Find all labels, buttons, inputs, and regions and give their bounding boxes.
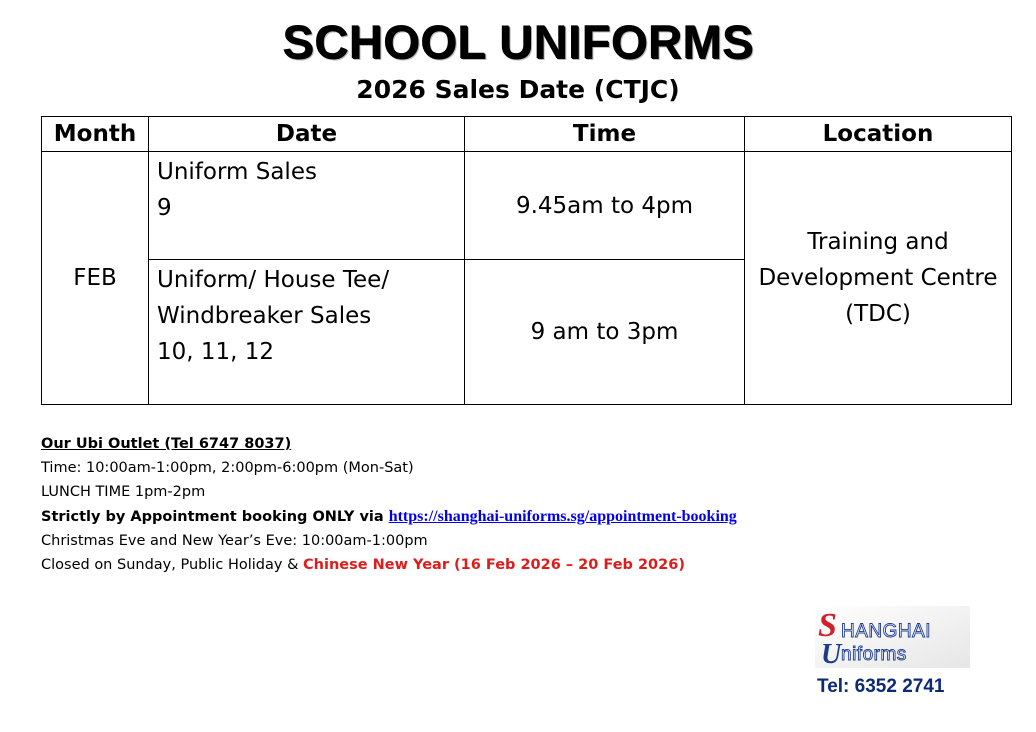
closed-text: Closed on Sunday, Public Holiday & <box>41 557 304 574</box>
page-title: SCHOOL UNIFORMS <box>282 15 754 68</box>
date-line: Windbreaker Sales <box>157 303 372 329</box>
location-line: (TDC) <box>845 301 911 327</box>
column-header-month: Month <box>42 117 149 152</box>
time-cell: 9.45am to 4pm <box>465 152 745 260</box>
shanghai-uniforms-logo <box>815 606 970 668</box>
lunch-time: LUNCH TIME 1pm-2pm <box>41 484 206 501</box>
sales-schedule-table <box>41 116 1012 405</box>
logo-initial-u: U <box>821 639 842 668</box>
month-cell: FEB <box>42 152 149 405</box>
appointment-text: Strictly by Appointment booking ONLY via <box>41 508 389 525</box>
column-header-location: Location <box>745 117 1012 152</box>
outlet-heading: Our Ubi Outlet (Tel 6747 8037) <box>41 436 292 452</box>
page-subtitle: 2026 Sales Date (CTJC) <box>356 75 680 104</box>
location-line: Development Centre <box>758 265 998 291</box>
appointment-line <box>41 505 737 529</box>
closed-days <box>41 553 737 577</box>
date-line: Uniform/ House Tee/ <box>157 267 390 293</box>
date-cell <box>149 260 465 405</box>
location-cell <box>745 152 1012 405</box>
location-line: Training and <box>807 229 949 255</box>
date-line: 9 <box>157 195 172 221</box>
column-header-time: Time <box>465 117 745 152</box>
time-cell: 9 am to 3pm <box>465 260 745 405</box>
logo-initial-s: S <box>818 607 837 644</box>
opening-hours: Time: 10:00am-1:00pm, 2:00pm-6:00pm (Mon-Sat) <box>41 460 414 477</box>
contact-telephone: Tel: 6352 2741 <box>817 676 945 697</box>
logo-word-uniforms: niforms <box>841 644 907 665</box>
table-row <box>42 152 1012 260</box>
outlet-notes <box>41 432 737 577</box>
column-header-date: Date <box>149 117 465 152</box>
eve-hours: Christmas Eve and New Year’s Eve: 10:00am-1:00pm <box>41 532 428 549</box>
date-line: 10, 11, 12 <box>157 339 275 365</box>
logo-word-shanghai: HANGHAI <box>841 621 932 642</box>
table-header-row <box>42 117 1012 152</box>
cny-closure: Chinese New Year (16 Feb 2026 – 20 Feb 2026) <box>303 557 685 574</box>
date-cell <box>149 152 465 260</box>
appointment-booking-link[interactable]: https://shanghai-uniforms.sg/appointment-booking <box>388 507 737 525</box>
date-line: Uniform Sales <box>157 159 317 185</box>
